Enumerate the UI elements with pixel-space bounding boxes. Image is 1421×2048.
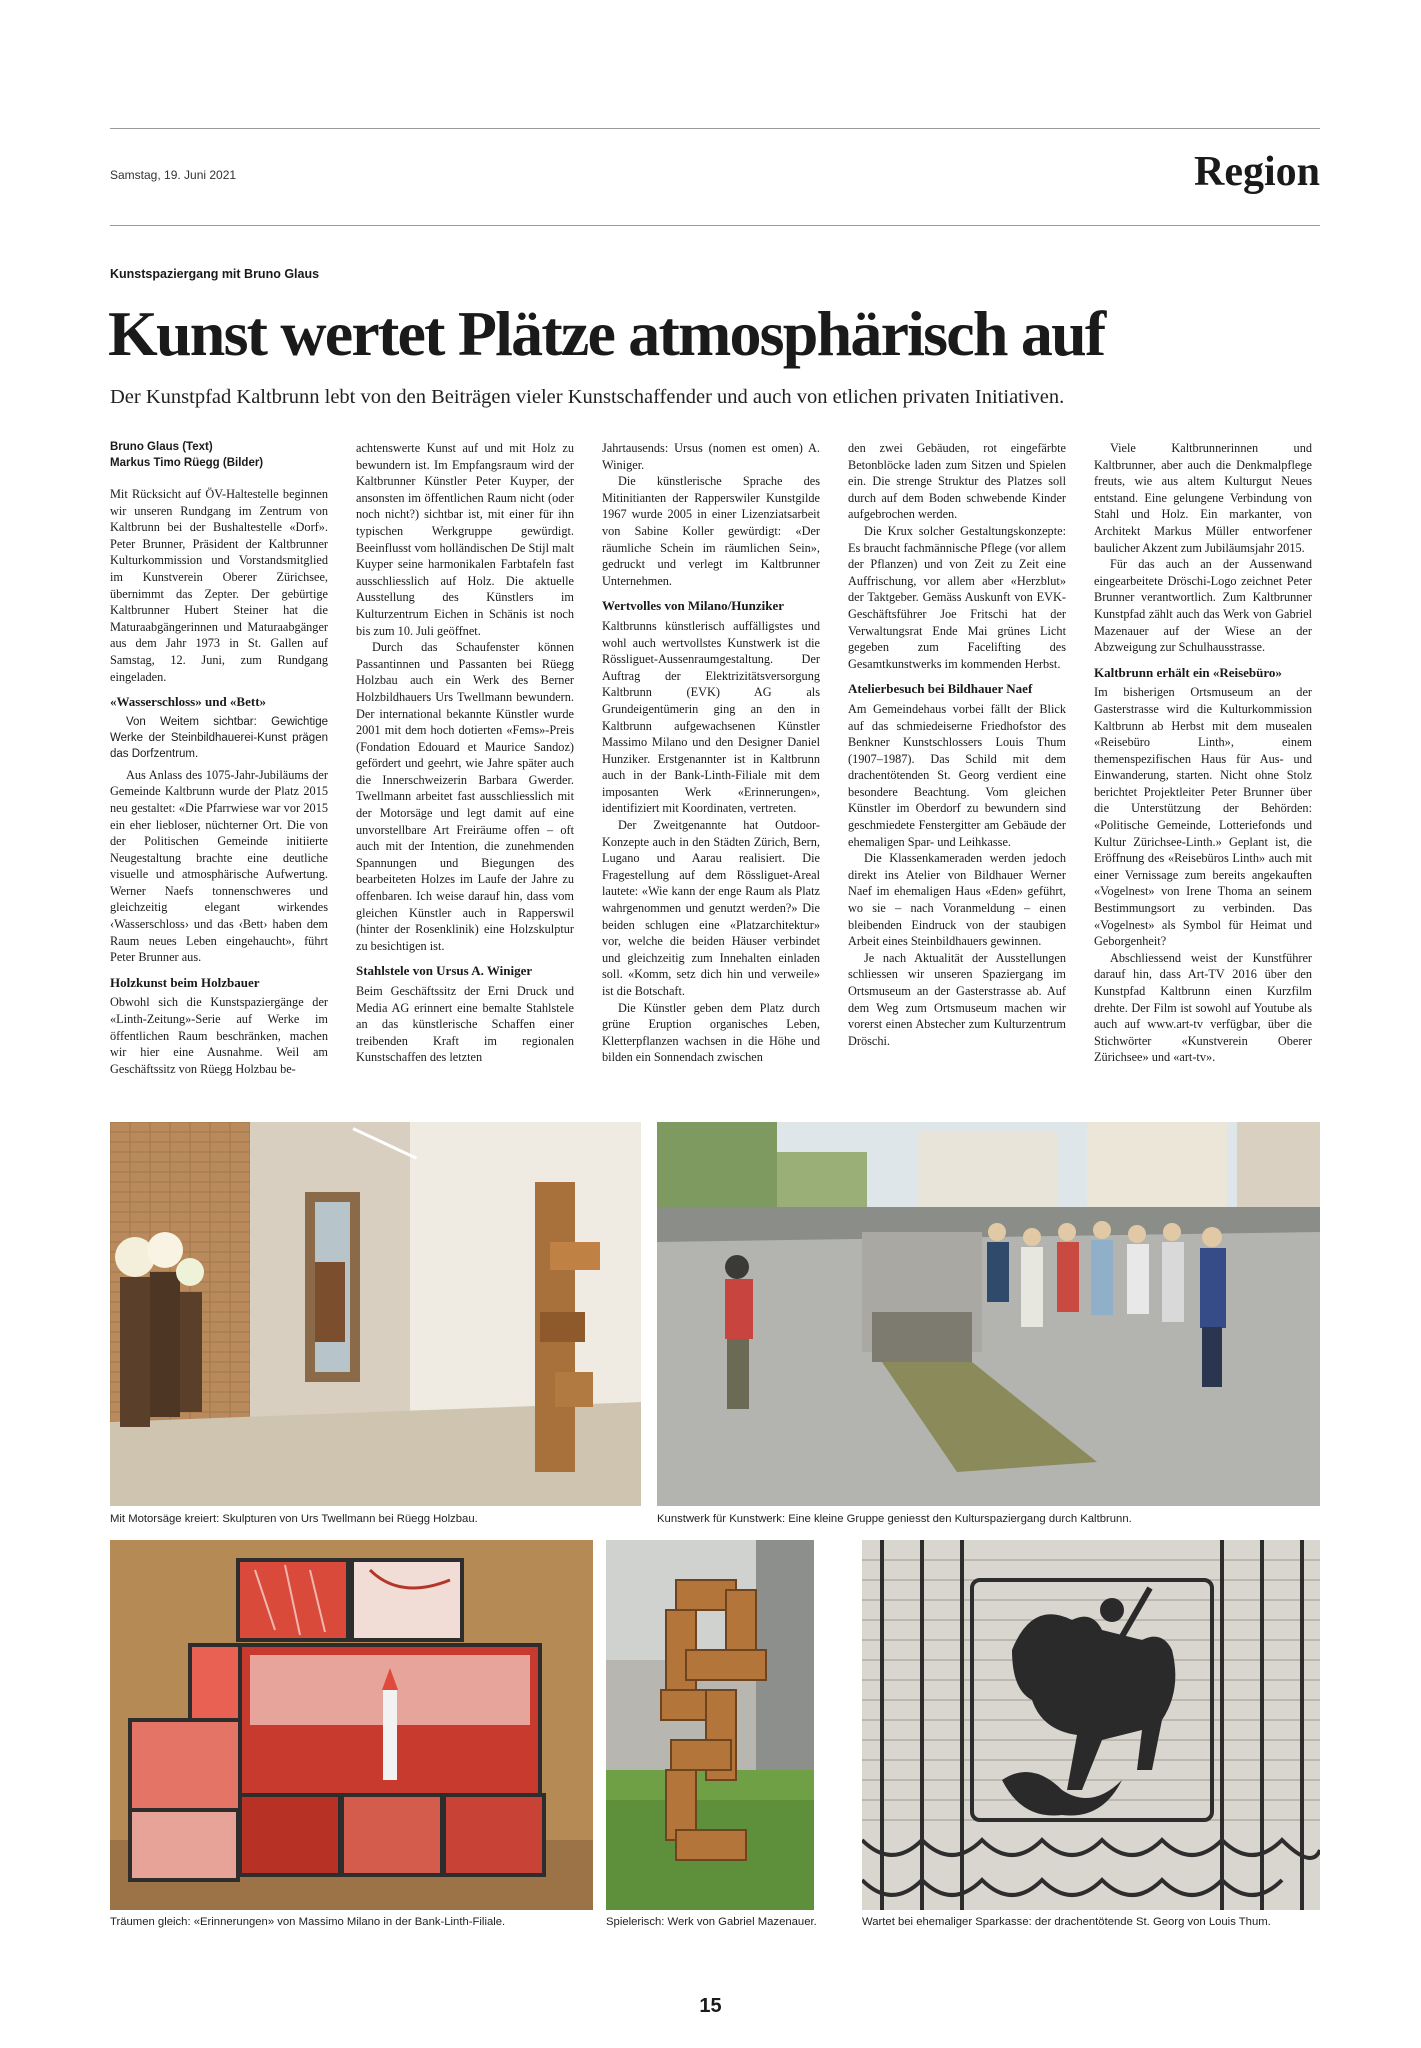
paragraph: Die Klassenkameraden werden jedoch direkt ins Atelier von Bildhauer Werner Naef im ehemaligen Haus «Eden» geführt, wo sie – nach Voranmeldung – einen bleibenden Eindruck von der staubigen Arbeit eines Steinbildhauers gewinnen.: [848, 851, 1066, 949]
paragraph: achtenswerte Kunst auf und mit Holz zu bewundern ist. Im Empfangsraum wird der Kaltbrunner Künstler Peter Kuyper, der ansonsten im öffentlichen Raum nicht (oder noch nicht?) sichtbar ist, mit einer für ihn typischen Werkgruppe gewürdigt. Beeinflusst vom holländischen De Stijl malt Kuyper seine harmonikalen Farbtafeln fast ausschliesslich auf Holz. Die aktuelle Ausstellung des Künstlers im Kulturzentrum Eichen in Schänis ist noch bis zum 10. Juli geöffnet.: [356, 441, 574, 638]
paragraph: Jahrtausends: Ursus (nomen est omen) A. Winiger.: [602, 441, 820, 472]
photo-mazenauer-sculpture-image: [606, 1540, 814, 1910]
subheading: «Wasserschloss» und «Bett»: [110, 694, 267, 710]
paragraph: Am Gemeindehaus vorbei fällt der Blick auf das schmiedeiserne Friedhofstor des Benkner Kunstschlossers Louis Thum (1907–1987). Das Schild mit dem drachentötenden St. Georg verdient eine besondere Beachtung. Vom gleichen Künstler im Oberdorf zu bewundern sind geschmiedete Fenstergitter am Gebäude der ehemaligen Spar- und Leihkasse.: [848, 701, 1066, 849]
photo-wood-sculpture-interior: [110, 1122, 641, 1506]
paragraph: Mit Rücksicht auf ÖV-Haltestelle beginnen wir unseren Rundgang im Zentrum von Kaltbrunn bei der Bushaltestelle «Dorf». Peter Brunner, Präsident der Kaltbrunner Kulturkommission und Vorstandsmitglied im Kunstverein Oberer Zürichsee, übernimmt das Zepter. Der gebürtige Kaltbrunner Hubert Steiner hat die Maturaabgängerinnen und Maturaabgänger aus dem Jahr 1973 in St. Gallen auf Samstag, 12. Juni, zum Rundgang eingeladen.: [110, 487, 328, 684]
photo-wood-sculpture-interior-image: [110, 1122, 641, 1506]
text-column-1: [110, 440, 328, 1108]
photo-mazenauer-sculpture: [606, 1540, 814, 1910]
paragraph: Aus Anlass des 1075-Jahr-Jubiläums der Gemeinde Kaltbrunn wurde der Platz 2015 neu gestaltet: «Die Pfarrwiese war vor 2015 ein eher liebloser, nüchterner Ort. Die von der Politischen Gemeinde initiierte Neugestaltung brachte eine deutliche visuelle und atmosphärische Aufwertung. Werner Naefs tonnenschweres und gleichzeitig elegant wirkendes ‹Wasserschloss› und das ‹Bett› haben dem Raum neues Leben eingehaucht», führt Peter Brunner aus.: [110, 767, 328, 965]
paragraph: Beim Geschäftssitz der Erni Druck und Media AG erinnert eine bemalte Stahlstele an das künstlerische Schaffen einer treibenden Kraft im regionalen Kunstschaffen des letzten: [356, 984, 574, 1065]
photo-group-fountain: [657, 1122, 1320, 1506]
text-column-3: [602, 440, 820, 1108]
photo-erinnerungen-artwork-image: [110, 1540, 593, 1910]
subheading-deck: Von Weitem sichtbar: Gewichtige Werke der Steinbildhauerei-Kunst prägen das Dorfzentrum.: [110, 715, 328, 760]
page-number: 15: [699, 1995, 722, 2017]
photo-caption: Wartet bei ehemaliger Sparkasse: der drachentötende St. Georg von Louis Thum.: [862, 1916, 1271, 1928]
photo-group-fountain-image: [657, 1122, 1320, 1506]
subheading: Stahlstele von Ursus A. Winiger: [356, 963, 533, 979]
paragraph: den zwei Gebäuden, rot eingefärbte Betonblöcke laden zum Sitzen und Spielen ein. Die strenge Struktur des Platzes soll durch auf dem Boden schwebende Kinder aufgebrochen werden.: [848, 441, 1066, 522]
paragraph: Obwohl sich die Kunstspaziergänge der «Linth-Zeitung»-Serie auf Werke im öffentlichen Raum beschränken, machen wir hier eine Ausnahme. Weil am Geschäftssitz von Rüegg Holzbau be-: [110, 995, 328, 1076]
section-title: Region: [1194, 149, 1320, 195]
subheading: Wertvolles von Milano/Hunziker: [602, 598, 784, 614]
byline: [110, 440, 328, 471]
paragraph: Die Künstler geben dem Platz durch grüne Eruption organisches Leben, Kletterpflanzen wachsen in die Höhe und bilden ein Sonnendach zwischen: [602, 1000, 820, 1065]
photo-st-georg-grille: [862, 1540, 1320, 1910]
paragraph: Je nach Aktualität der Ausstellungen schliessen wir unseren Spaziergang im Ortsmuseum an der Gasterstrasse ab. Auf dem Weg zum Ortsmuseum machen wir vorerst einen Abstecher zum Kulturzentrum Dröschi.: [848, 950, 1066, 1048]
byline-photo-author: Markus Timo Rüegg (Bilder): [110, 456, 264, 469]
paragraph: Im bisherigen Ortsmuseum an der Gasterstrasse wird die Kulturkommission Kaltbrunn ab Herbst mit dem musealen «Reisebüro Linth», einem themenspezifischen Haus für Aus- und Einwanderung, starten. Nicht ohne Stolz berichtet Projektleiter Peter Brunner über die Unterstützung der Behörden: «Politische Gemeinde, Lotteriefonds und Kultur Zürichsee-Linth.» Geplant ist, die Eröffnung des «Reisebüros Linth» auch mit einer Vernissage zum bereits angekauften «Vogelnest» von Irene Thoma an seinem Bestimmungsort zu verbinden. Das «Vogelnest» als Symbol für Heimat und Geborgenheit?: [1094, 685, 1312, 949]
text-column-2: [356, 440, 574, 1108]
subheading: Holzkunst beim Holzbauer: [110, 974, 260, 990]
paragraph: Die künstlerische Sprache des Mitinitianten der Rapperswiler Kunstgilde 1967 wurde 2005 in einer Lizenziatsarbeit von Sabine Koller gewürdigt: «Der räumliche Schein im räumlichen Sein», gedruckt und verlegt im Kaltbrunner Unternehmen.: [602, 474, 820, 588]
paragraph: Für das auch an der Aussenwand eingearbeitete Dröschi-Logo zeichnet Peter Brunner verantwortlich. Zum Kaltbrunner Kunstpfad zählt auch das Werk von Gabriel Mazenauer auf der Wiese an der Abzweigung zur Schulhausstrasse.: [1094, 557, 1312, 655]
text-column-5: [1094, 440, 1312, 1108]
article-lead: Der Kunstpfad Kaltbrunn lebt von den Beiträgen vieler Kunstschaffender und auch von etlichen privaten Initiativen.: [110, 386, 1065, 408]
byline-text-author: Bruno Glaus (Text): [110, 441, 213, 453]
photo-caption: Kunstwerk für Kunstwerk: Eine kleine Gruppe geniesst den Kulturspaziergang durch Kaltbrunn.: [657, 1513, 1132, 1525]
article-kicker: Kunstspaziergang mit Bruno Glaus: [110, 267, 320, 281]
paragraph: Die Krux solcher Gestaltungskonzepte: Es braucht fachmännische Pflege (vor allem der Pflanzen) und von Zeit zu Zeit eine Auffrischung, vor allem aber «Herzblut» der Taktgeber. Gemäss Auskunft von EVK-Geschäftsführer Joe Fritschi hat der Verwaltungsrat Ende Mai grünes Licht gegeben zum Facelifting des Gesamtkunstwerks im kommenden Herbst.: [848, 523, 1066, 671]
text-column-4: [848, 440, 1066, 1108]
top-rule: [110, 128, 1320, 129]
header-rule: [110, 225, 1320, 226]
photo-caption: Spielerisch: Werk von Gabriel Mazenauer.: [606, 1916, 817, 1928]
photo-caption: Mit Motorsäge kreiert: Skulpturen von Urs Twellmann bei Rüegg Holzbau.: [110, 1513, 478, 1525]
issue-date: Samstag, 19. Juni 2021: [110, 168, 237, 182]
article-headline: Kunst wertet Plätze atmosphärisch auf: [108, 298, 1105, 369]
paragraph: Viele Kaltbrunnerinnen und Kaltbrunner, aber auch die Denkmalpflege freuts, wie aus altem Kulturgut Neues entstand. Eine gelungene Verbindung von Stahl und Holz. Ein markanter, von Architekt Markus Müller entworfener baulicher Akzent zum Jubiläumsjahr 2015.: [1094, 441, 1312, 555]
paragraph: Durch das Schaufenster können Passantinnen und Passanten bei Rüegg Holzbau auch ein Werk des Berner Holzbildhauers Urs Twellmann bewundern. Der international bekannte Künstler wurde 2001 mit dem hoch dotierten «Fems»-Preis (Fondation Edouard et Maurice Sandoz) gefördert und geehrt, wie Jahre später auch die Innerschweizerin Barbara Gwerder. Twellmann arbeitet fast ausschliesslich mit der Motorsäge und legt damit auf eine unvorstellbare Art Freiräume offen – oft auch mit der Intention, die zunehmenden Spannungen und Biegungen des bearbeiteten Holzes im Laufe der Jahre zu offenbaren. Ich weise darauf hin, dass vom gleichen Künstler auch in Rapperswil (hinter der Rosenklinik) eine Holzskulptur zu besichtigen ist.: [356, 640, 574, 953]
subheading: Kaltbrunn erhält ein «Reisebüro»: [1094, 664, 1282, 680]
photo-caption: Träumen gleich: «Erinnerungen» von Massimo Milano in der Bank-Linth-Filiale.: [110, 1916, 506, 1928]
photo-st-georg-grille-image: [862, 1540, 1320, 1910]
subheading: Atelierbesuch bei Bildhauer Naef: [848, 681, 1033, 697]
photo-erinnerungen-artwork: [110, 1540, 593, 1910]
paragraph: Der Zweitgenannte hat Outdoor-Konzepte auch in den Städten Zürich, Bern, Lugano und Aarau realisiert. Die Fragestellung auf dem Rössliguet-Areal lautete: «Wie kann der enge Raum als Platz wahrgenommen und genutzt werden?» Die beiden schlugen eine «Platzarchitektur» vor, welche die beiden Häuser verbindet und gleichzeitig zum Innehalten einladen soll. «Komm, setz dich hin und verweile» ist die Botschaft.: [602, 818, 820, 998]
paragraph: Kaltbrunns künstlerisch auffälligstes und wohl auch wertvollstes Kunstwerk ist die Rössliguet-Aussenraumgestaltung. Der Auftrag der Elektrizitätsversorgung Kaltbrunn (EVK) AG als Grundeigentümerin ging an den in Kaltbrunn aufgewachsenen Künstler Massimo Milano und den Designer Daniel Hunziker. Erstgenannter ist in Kaltbrunn auch in der Bank-Linth-Filiale mit dem imposanten Werk «Erinnerungen», identifiziert mit Koordinaten, vertreten.: [602, 618, 820, 816]
paragraph: Abschliessend weist der Kunstführer darauf hin, dass Art-TV 2016 über den Kunstpfad Kaltbrunn einen Kurzfilm drehte. Der Film ist sowohl auf Youtube als auch auf www.art-tv verfügbar, über die Stichwörter «Kunstverein Oberer Zürichsee» und «art-tv».: [1094, 950, 1312, 1065]
